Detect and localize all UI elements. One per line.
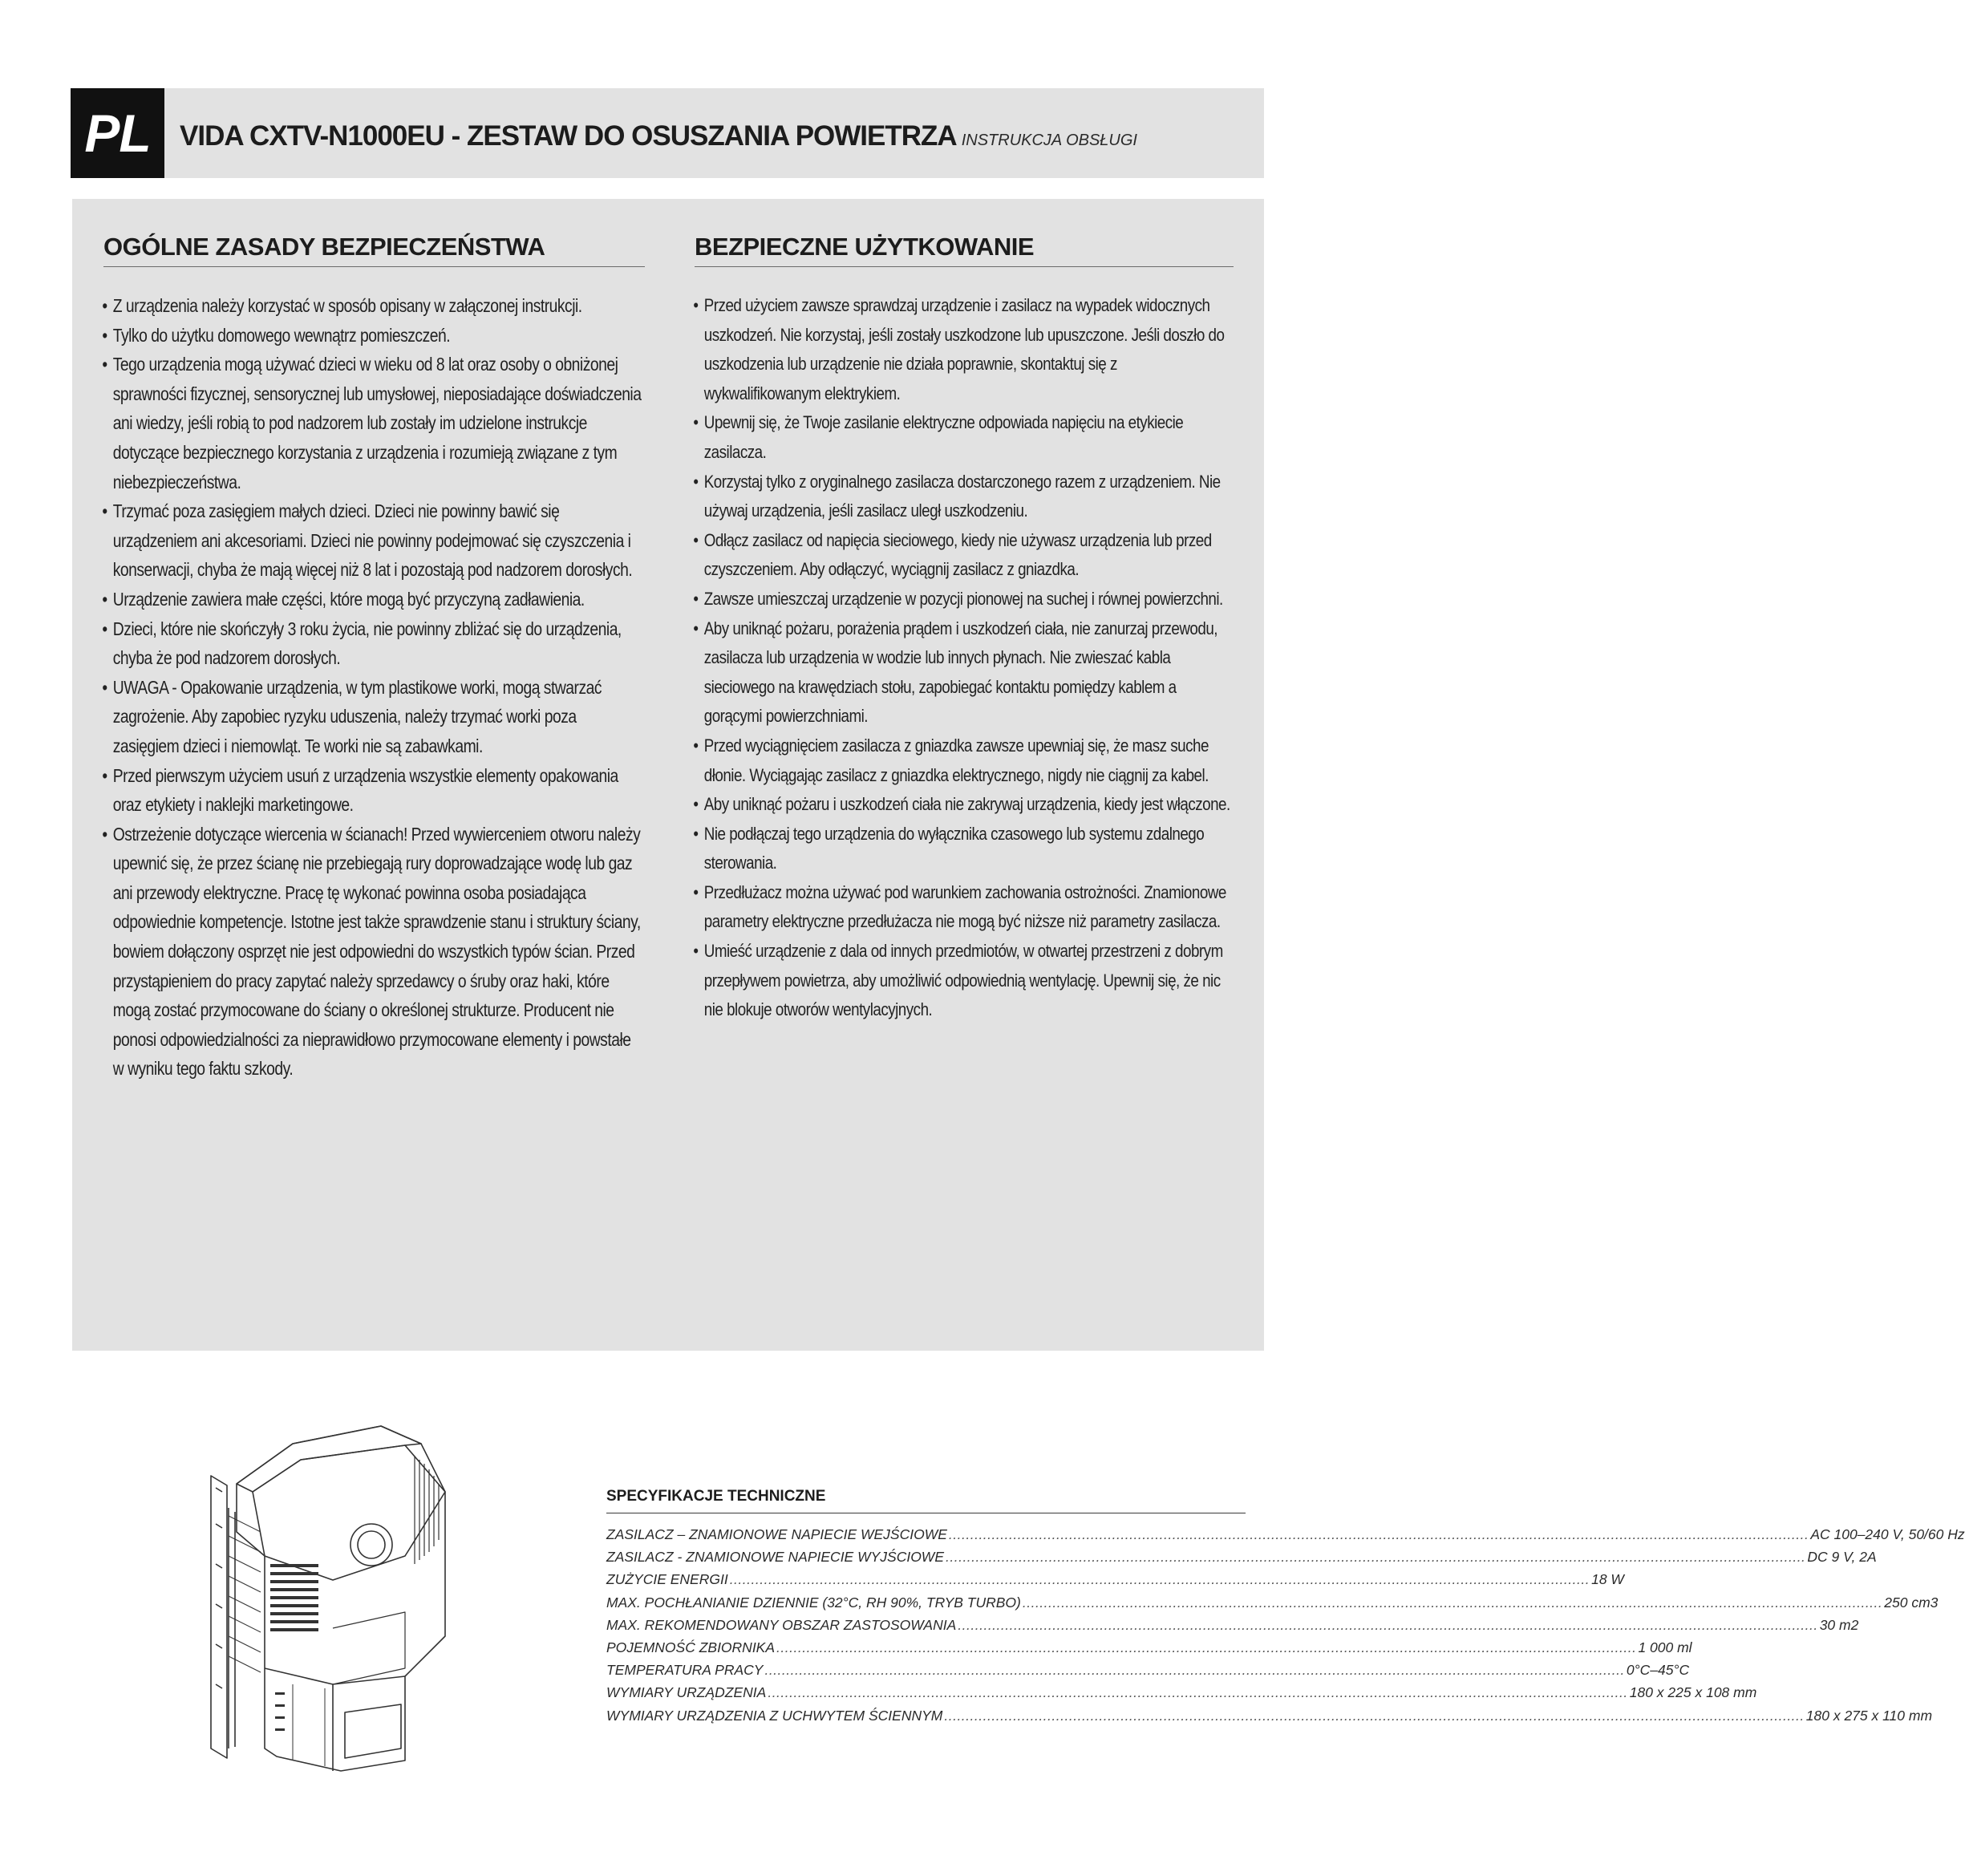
general-safety-section: [103, 233, 645, 1084]
spec-value: DC 9 V, 2A: [1807, 1549, 1877, 1566]
list-item: [695, 820, 1236, 878]
bullet-icon: •: [693, 588, 699, 609]
list-item-text: Trzymać poza zasięgiem małych dzieci. Dzieci nie powinny bawić się urządzeniem ani akcesoriami. Dzieci nie powinny podejmować się czyszczenia i konserwacji, chyba że mają więcej niż 8 lat i pozostają pod nadzorem dorosłych.: [112, 500, 633, 581]
page-header: [71, 88, 1264, 178]
device-top: [237, 1426, 421, 1492]
list-item-text: Umieść urządzenie z dala od innych przedmiotów, w otwartej przestrzeni z dobrym przepływem powietrza, aby umożliwić odpowiednią wentylację. Upewnij się, że nic nie blokuje otworów wentylacyjnych.: [703, 941, 1223, 1020]
language-badge: PL: [71, 88, 164, 178]
section-title: BEZPIECZNE UŻYTKOWANIE: [695, 233, 1234, 267]
bullet-icon: •: [693, 735, 699, 756]
safety-list: [103, 291, 645, 1084]
list-item: [103, 291, 645, 321]
bullet-icon: •: [102, 295, 107, 316]
front-vent-grille: [270, 1564, 318, 1631]
front-upper-panel: [253, 1445, 445, 1580]
list-item-text: Ostrzeżenie dotyczące wiercenia w ścianach! Przed wywierceniem otworu należy upewnić się, że przez ścianę nie przebiegają rury doprowadzające wodę lub gaz ani przewody elektryczne. Pracę tę wykonać powinna osoba posiadająca odpowiednie kompetencje. Istotne jest także sprawdzenie stanu i struktury ściany, bowiem dołączony osprzęt nie jest odpowiedni do wszystkich typów ścian. Przed przystąpieniem do pracy zapytać należy sprzedawcy o śruby oraz haki, które mogą zostać przymocowane do ściany o określonej strukturze. Producent nie ponosi odpowiedzialności za nieprawidłowo przymocowane elementy i powstałe w wyniku tego faktu szkody.: [112, 823, 641, 1080]
power-button-ring: [350, 1524, 392, 1566]
spec-label: MAX. POCHŁANIANIE DZIENNIE (32°C, RH 90%, TRYB TURBO): [606, 1594, 1021, 1611]
spec-row: [606, 1591, 1939, 1614]
spec-leader-dots: ........................................................................................................................................................................................................: [1022, 1594, 1883, 1611]
power-button: [358, 1531, 385, 1558]
bullet-icon: •: [693, 529, 699, 550]
list-item-text: Przed pierwszym użyciem usuń z urządzenia wszystkie elementy opakowania oraz etykiety i naklejki marketingowe.: [112, 764, 618, 816]
list-item-text: Przed wyciągnięciem zasilacza z gniazdka zawsze upewniaj się, że masz suche dłonie. Wyciągając zasilacz z gniazdka elektrycznego, nigdy nie ciągnij za kabel.: [703, 735, 1209, 785]
bracket-slots: [216, 1488, 222, 1688]
bullet-icon: •: [102, 354, 107, 375]
spec-leader-dots: ........................................................................................................................................................................................................: [729, 1571, 1590, 1588]
spec-value: AC 100–240 V, 50/60 Hz: [1810, 1526, 1965, 1542]
spec-leader-dots: ........................................................................................................................................................................................................: [764, 1662, 1625, 1679]
document-subtitle: INSTRUKCJA OBSŁUGI: [961, 132, 1137, 149]
spec-value: 250 cm3: [1884, 1594, 1939, 1611]
spec-row: [606, 1614, 1859, 1636]
list-item: [695, 878, 1236, 937]
technical-specifications: [606, 1488, 1965, 1727]
list-item-text: Korzystaj tylko z oryginalnego zasilacza dostarczonego razem z urządzeniem. Nie używaj urządzenia, jeśli zasilacz uległ uszkodzeniu.: [703, 471, 1221, 521]
list-item: [103, 614, 645, 673]
spec-row: [606, 1546, 1877, 1568]
spec-value: 1 000 ml: [1638, 1639, 1692, 1655]
list-item: [103, 673, 645, 761]
bullet-icon: •: [693, 471, 699, 492]
document-title: [180, 120, 1137, 152]
spec-label: WYMIARY URZĄDZENIA: [606, 1684, 767, 1701]
spec-row: [606, 1636, 1692, 1659]
bullet-icon: •: [102, 324, 107, 346]
status-indicators: [275, 1692, 285, 1731]
spec-leader-dots: ........................................................................................................................................................................................................: [768, 1684, 1628, 1701]
tank-window: [345, 1704, 401, 1758]
list-item: [103, 321, 645, 350]
spec-leader-dots: ........................................................................................................................................................................................................: [776, 1639, 1637, 1655]
spec-leader-dots: ........................................................................................................................................................................................................: [958, 1616, 1818, 1633]
section-title: OGÓLNE ZASADY BEZPIECZEŃSTWA: [103, 233, 645, 267]
list-item: [103, 496, 645, 585]
list-item: [695, 937, 1236, 1025]
list-item-text: Dzieci, które nie skończyły 3 roku życia, nie powinny zbliżać się do urządzenia, chyba że pod nadzorem dorosłych.: [112, 618, 622, 669]
product-title: VIDA CXTV-N1000EU - ZESTAW DO OSUSZANIA POWIETRZA: [180, 120, 957, 152]
list-item: [695, 408, 1236, 467]
spec-leader-dots: ........................................................................................................................................................................................................: [944, 1707, 1805, 1724]
list-item-text: UWAGA - Opakowanie urządzenia, w tym plastikowe worki, mogą stwarzać zagrożenie. Aby zapobiec ryzyku uduszenia, należy trzymać worki poza zasięgiem dzieci i niemowląt. Te worki nie są zabawkami.: [112, 676, 602, 756]
safe-use-list: [695, 291, 1236, 1025]
list-item-text: Tego urządzenia mogą używać dzieci w wieku od 8 lat oraz osoby o obniżonej sprawności fizycznej, sensorycznej lub umysłowej, nieposiadające doświadczenia ani wiedzy, jeśli robią to pod nadzorem lub zostały im udzielone instrukcje dotyczące bezpiecznego korzystania z urządzenia i rozumieją związane z tym niebezpieczeństwa.: [112, 354, 642, 492]
list-item: [103, 585, 645, 614]
list-item-text: Urządzenie zawiera małe części, które mogą być przyczyną zadławienia.: [112, 588, 585, 610]
list-item-text: Tylko do użytku domowego wewnątrz pomieszczeń.: [112, 324, 451, 346]
spec-label: ZUŻYCIE ENERGII: [606, 1571, 728, 1588]
bullet-icon: •: [102, 823, 107, 845]
bullet-icon: •: [693, 412, 699, 433]
bullet-icon: •: [693, 881, 699, 902]
list-item-text: Przed użyciem zawsze sprawdzaj urządzenie i zasilacz na wypadek widocznych uszkodzeń. Nie korzystaj, jeśli zostały uszkodzone lub upuszczone. Jeśli doszło do uszkodzenia lub urządzenie nie działa poprawnie, skontaktuj się z wykwalifikowanym elektrykiem.: [703, 295, 1225, 403]
spec-row: [606, 1568, 1624, 1590]
device-body: [237, 1426, 445, 1771]
spec-label: TEMPERATURA PRACY: [606, 1662, 764, 1679]
spec-value: 18 W: [1591, 1571, 1624, 1588]
list-item: [695, 526, 1236, 585]
list-item: [103, 761, 645, 820]
list-item-text: Aby uniknąć pożaru, porażenia prądem i uszkodzeń ciała, nie zanurzaj przewodu, zasilacza lub urządzenia w wodzie lub innych płynach. Nie zwieszać kabla sieciowego na krawędziach stołu, zapobiegać kontaktu pomiędzy kablem a gorącymi powierzchniami.: [703, 618, 1218, 727]
list-item: [103, 350, 645, 496]
spec-row: [606, 1523, 1965, 1546]
specs-title: SPECYFIKACJE TECHNICZNE: [606, 1488, 1246, 1513]
spec-row: [606, 1659, 1690, 1681]
bullet-icon: •: [102, 676, 107, 698]
bullet-icon: •: [102, 500, 107, 522]
list-item-text: Nie podłączaj tego urządzenia do wyłącznika czasowego lub systemu zdalnego sterowania.: [703, 823, 1205, 873]
spec-label: MAX. REKOMENDOWANY OBSZAR ZASTOSOWANIA: [606, 1616, 957, 1633]
list-item-text: Aby uniknąć pożaru i uszkodzeń ciała nie zakrywaj urządzenia, kiedy jest włączone.: [703, 794, 1230, 815]
list-item-text: Odłącz zasilacz od napięcia sieciowego, kiedy nie używasz urządzenia lub przed czyszczeniem. Aby odłączyć, wyciągnij zasilacz z gniazdka.: [703, 529, 1212, 580]
spec-value: 0°C–45°C: [1626, 1662, 1690, 1679]
bullet-icon: •: [102, 764, 107, 786]
list-item-text: Z urządzenia należy korzystać w sposób opisany w załączonej instrukcji.: [112, 295, 582, 316]
bullet-icon: •: [693, 941, 699, 962]
spec-leader-dots: ........................................................................................................................................................................................................: [946, 1549, 1806, 1566]
list-item-text: Zawsze umieszczaj urządzenie w pozycji pionowej na suchej i równej powierzchni.: [703, 588, 1223, 609]
bullet-icon: •: [102, 588, 107, 610]
spec-value: 30 m2: [1819, 1616, 1859, 1633]
spec-row: [606, 1681, 1757, 1704]
list-item: [695, 614, 1236, 731]
spec-leader-dots: ........................................................................................................................................................................................................: [948, 1526, 1809, 1542]
bullet-icon: •: [102, 618, 107, 639]
list-item: [695, 731, 1236, 790]
bullet-icon: •: [693, 295, 699, 315]
list-item: [103, 820, 645, 1084]
spec-label: WYMIARY URZĄDZENIA Z UCHWYTEM ŚCIENNYM: [606, 1707, 943, 1724]
spec-row: [606, 1704, 1933, 1727]
spec-value: 180 x 275 x 110 mm: [1805, 1707, 1933, 1724]
list-item: [695, 790, 1236, 820]
list-item-text: Przedłużacz można używać pod warunkiem zachowania ostrożności. Znamionowe parametry elektryczne przedłużacza nie mogą być niższe niż parametry zasilacza.: [703, 881, 1226, 932]
bullet-icon: •: [693, 618, 699, 638]
spec-label: POJEMNOŚĆ ZBIORNIKA: [606, 1639, 776, 1655]
wall-bracket: [211, 1476, 227, 1758]
list-item: [695, 585, 1236, 614]
list-item: [695, 468, 1236, 526]
dehumidifier-illustration: [205, 1396, 469, 1773]
list-item-text: Upewnij się, że Twoje zasilanie elektryczne odpowiada napięciu na etykiecie zasilacza.: [703, 412, 1184, 462]
safe-use-section: [695, 233, 1236, 1025]
list-item: [695, 291, 1236, 408]
spec-value: 180 x 225 x 108 mm: [1629, 1684, 1757, 1701]
spec-label: ZASILACZ - ZNAMIONOWE NAPIECIE WYJŚCIOWE: [606, 1549, 944, 1566]
spec-label: ZASILACZ – ZNAMIONOWE NAPIECIE WEJŚCIOWE: [606, 1526, 947, 1542]
specs-table: [606, 1523, 1965, 1727]
bullet-icon: •: [693, 794, 699, 815]
bullet-icon: •: [693, 823, 699, 844]
